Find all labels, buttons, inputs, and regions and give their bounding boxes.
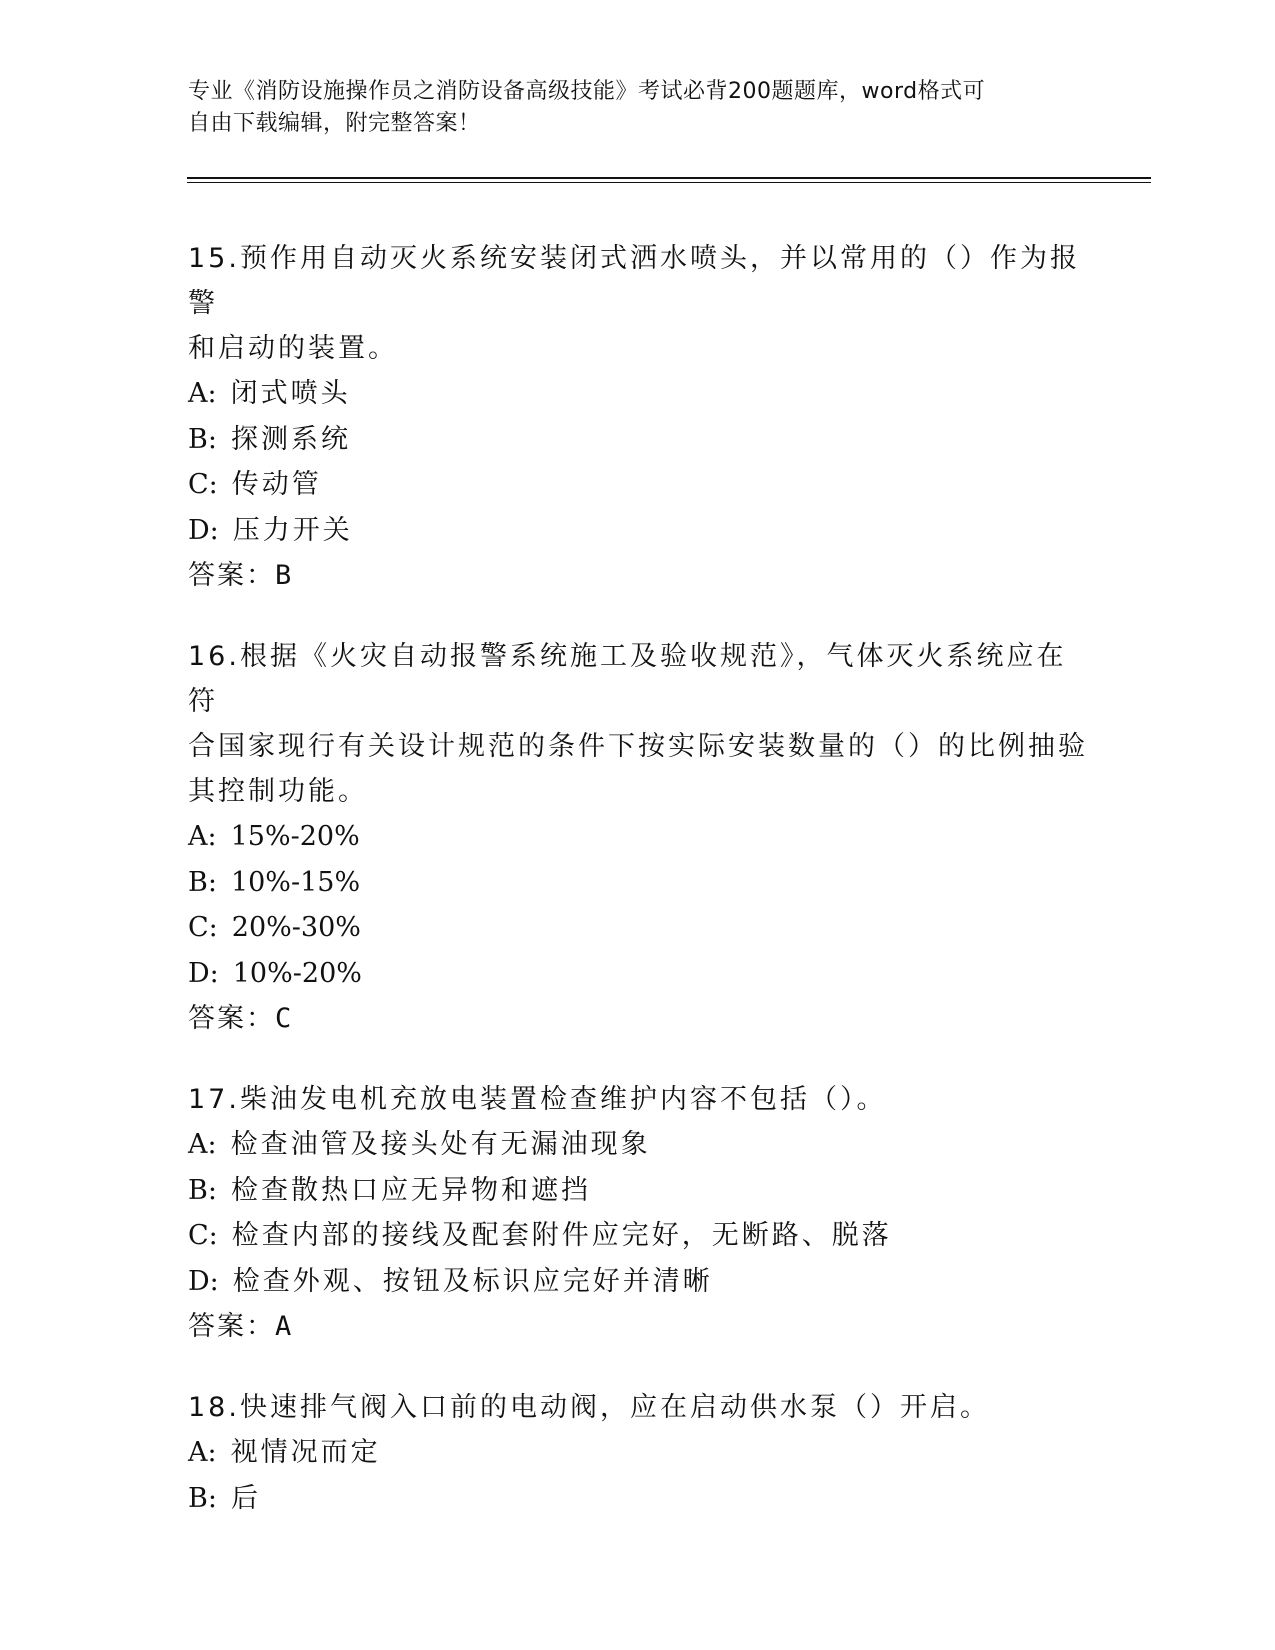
option-a <box>188 371 1088 417</box>
option-b <box>188 1168 1088 1214</box>
option-letter: A: <box>188 821 217 852</box>
option-letter: B: <box>188 1482 217 1514</box>
option-b <box>188 417 1088 463</box>
option-text: 视情况而定 <box>230 1437 381 1468</box>
option-d <box>188 951 1088 997</box>
option-text: 压力开关 <box>232 514 353 546</box>
question-list <box>188 236 1088 1557</box>
option-letter: D: <box>188 1265 219 1297</box>
answer-line: 答案：A <box>188 1311 294 1342</box>
option-text: 检查外观、按钮及标识应完好并清晰 <box>232 1265 713 1297</box>
option-c <box>188 905 1088 951</box>
question-stem: 16.根据《火灾自动报警系统施工及验收规范》，气体灭火系统应在符 合国家现行有关设计规范的条件下按实际安装数量的（）的比例抽验 其控制功能。 <box>188 641 1088 807</box>
option-text: 10%-20% <box>232 957 362 989</box>
option-letter: B: <box>188 423 217 455</box>
option-letter: B: <box>188 866 217 898</box>
header-rule-thin <box>187 182 1151 183</box>
option-text: 闭式喷头 <box>230 378 351 409</box>
question-stem: 17.柴油发电机充放电装置检查维护内容不包括（）。 <box>188 1084 887 1115</box>
option-c <box>188 462 1088 508</box>
option-text: 20%-30% <box>231 912 361 943</box>
option-letter: A: <box>188 378 217 409</box>
option-a <box>188 1122 1088 1168</box>
header-rule-thick <box>187 177 1151 179</box>
option-text: 10%-15% <box>230 866 361 898</box>
option-letter: A: <box>188 1437 217 1468</box>
option-a <box>188 1430 1088 1476</box>
option-a <box>188 814 1088 860</box>
option-text: 传动管 <box>231 469 322 500</box>
option-text: 后 <box>230 1482 261 1514</box>
option-c <box>188 1213 1088 1259</box>
option-text: 检查散热口应无异物和遮挡 <box>230 1174 591 1206</box>
option-letter: C: <box>188 912 218 943</box>
question-18 <box>188 1385 1088 1521</box>
option-letter: D: <box>188 957 219 989</box>
option-d <box>188 1259 1088 1305</box>
question-16 <box>188 634 1088 1041</box>
question-stem: 15.预作用自动灭火系统安装闭式洒水喷头，并以常用的（）作为报警 和启动的装置。 <box>188 243 1080 364</box>
option-letter: D: <box>188 514 219 546</box>
option-text: 探测系统 <box>230 423 351 455</box>
question-15 <box>188 236 1088 598</box>
option-letter: A: <box>188 1129 217 1160</box>
option-letter: B: <box>188 1174 217 1206</box>
answer-line: 答案：B <box>188 560 294 591</box>
option-text: 检查油管及接头处有无漏油现象 <box>230 1129 651 1160</box>
question-stem: 18.快速排气阀入口前的电动阀，应在启动供水泵（）开启。 <box>188 1392 990 1423</box>
option-b <box>188 860 1088 906</box>
option-letter: C: <box>188 469 218 500</box>
document-header: 专业《消防设施操作员之消防设备高级技能》考试必背200题题库，word格式可 自由下载编辑，附完整答案！ <box>188 79 986 136</box>
option-b <box>188 1476 1088 1522</box>
option-d <box>188 508 1088 554</box>
option-letter: C: <box>188 1220 218 1251</box>
answer-line: 答案：C <box>188 1003 294 1034</box>
option-text: 15%-20% <box>230 821 360 852</box>
option-text: 检查内部的接线及配套附件应完好，无断路、脱落 <box>231 1220 892 1251</box>
question-17 <box>188 1077 1088 1349</box>
